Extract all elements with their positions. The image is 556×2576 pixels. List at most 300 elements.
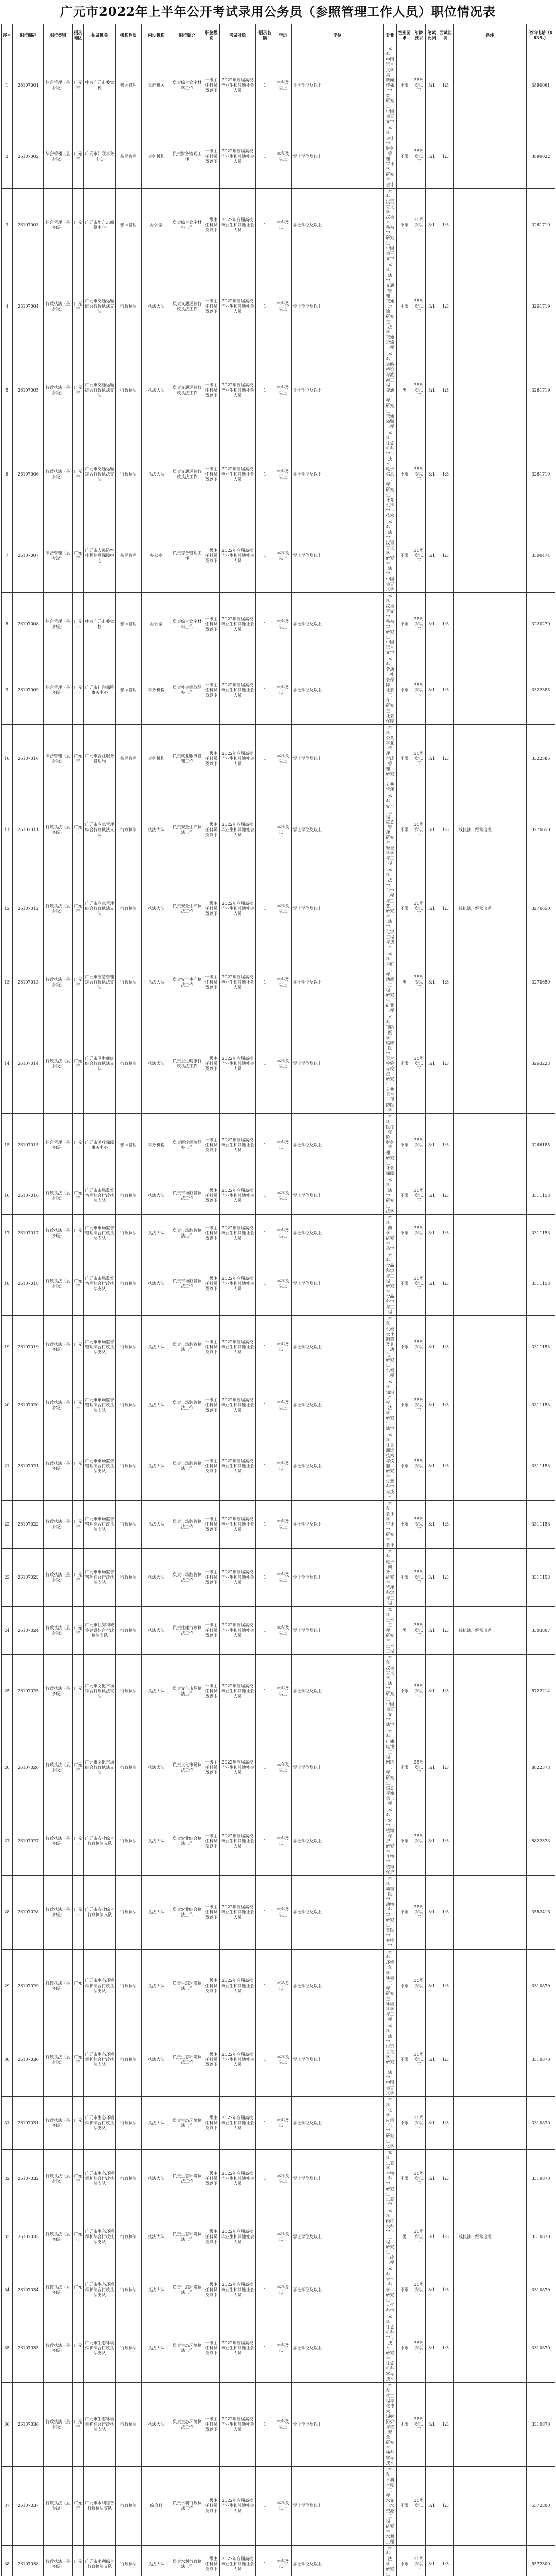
table-cell: 1 [256,262,274,351]
table-cell: 1 [256,2314,274,2383]
table-cell: 3300474 [527,519,555,593]
table-cell: 1 [256,1549,274,1607]
table-cell: 本科及以上 [274,2208,292,2266]
table-cell: 3:1 [426,1316,438,1379]
table-cell: 3311153 [527,1316,555,1379]
table-cell: 负责就业服务管理工作 [171,725,203,793]
table-cell: 行政执法（县乡级） [44,1950,73,2023]
table-cell: 行政执法（县乡级） [44,1876,73,1950]
table-cell: 19 [2,1316,13,1379]
table-cell [454,1114,527,1177]
table-cell: 综合管理（县乡级） [44,189,73,262]
col-header: 学位 [292,24,384,46]
table-row [2,867,555,951]
table-cell: 广元市 [73,519,84,593]
table-cell: 广元市市场监督管理综合行政执法支队 [84,1316,116,1379]
table-cell: 学士学位及以上 [292,1177,384,1215]
table-cell: 广元市 [73,1728,84,1807]
table-cell: 35周岁以下 [412,1501,426,1549]
table-cell: 行政执法（县乡级） [44,1655,73,1728]
table-cell: 1 [256,1807,274,1876]
table-cell: 不限 [397,2314,412,2383]
table-cell: 行政执法 [116,2266,142,2314]
table-cell: 3311153 [527,1252,555,1316]
table-cell: 负责生态环境执法工作 [171,2208,203,2266]
table-cell: 1:3 [438,2314,454,2383]
table-cell: 35周岁以下 [412,189,426,262]
table-cell: 广元市社会保险事务中心 [84,656,116,725]
table-cell: 8822373 [527,1807,555,1876]
table-cell: 本科及以上 [274,793,292,867]
table-cell: 一级主任科员及以下 [203,125,220,189]
table-cell: 35周岁以下 [412,2467,426,2546]
table-cell: 一级主任科员及以下 [203,1728,220,1807]
table-cell: 本科及以上 [274,1728,292,1807]
table-cell: 本科及以上 [274,262,292,351]
table-cell: 2022年应届高校毕业生和其他社会人员 [220,725,256,793]
table-cell: 不限 [397,1655,412,1728]
table-cell: 26107012 [13,867,44,951]
table-cell: 执法大队 [142,262,171,351]
table-cell: 1:3 [438,1950,454,2023]
table-cell: 不限 [397,1316,412,1379]
table-cell: 男 [397,351,412,430]
table-cell: 1 [256,46,274,125]
table-cell: 学士学位及以上 [292,2097,384,2150]
table-cell: 1 [256,725,274,793]
table-cell: 2022年应届高校毕业生和其他社会人员 [220,867,256,951]
table-cell: 广元市 [73,656,84,725]
table-cell: 学士学位及以上 [292,951,384,1014]
table-cell: 本科及以上 [274,867,292,951]
table-cell: 广元市农业综合行政执法支队 [84,1807,116,1876]
table-cell: 不限 [397,2467,412,2546]
table-cell [454,1316,527,1379]
table-cell: 35周岁以下 [412,2208,426,2266]
table-cell: 2022年应届高校毕业生和其他社会人员 [220,1316,256,1379]
table-cell: 负责医疗保障经办工作 [171,1114,203,1177]
table-cell: 行政执法 [116,2383,142,2467]
table-cell: 27 [2,1807,13,1876]
table-cell: 2022年应届高校毕业生和其他社会人员 [220,1252,256,1316]
table-cell: 负责生态环境执法工作 [171,2023,203,2097]
table-cell: 一级主任科员及以下 [203,262,220,351]
table-cell: 广元市妇联事务中心 [84,125,116,189]
table-cell: 行政执法（县乡级） [44,1316,73,1379]
table-cell: 行政执法 [116,2150,142,2208]
table-cell: 综合科 [142,2467,171,2546]
table-cell: 1 [256,1114,274,1177]
table-cell: 负责财务管理工作 [171,125,203,189]
table-cell: 学士学位及以上 [292,1807,384,1876]
table-cell: 26107019 [13,1316,44,1379]
table-cell: 1:3 [438,1177,454,1215]
table-cell: 广元市 [73,2150,84,2208]
table-cell: 本科：汉语言文学；汉语言；秘书学；研究生：中国语言文学 [384,189,397,262]
table-cell: 一级主任科员及以下 [203,1177,220,1215]
table-row [2,1728,555,1807]
table-cell: 广元市交通运输综合行政执法支队 [84,430,116,519]
table-cell: 35周岁以下 [412,2546,426,2576]
table-cell: 26107008 [13,593,44,656]
table-cell: 1 [256,1501,274,1549]
table-cell: 3310870 [527,2383,555,2467]
table-cell: 26107017 [13,1215,44,1252]
table-cell: 3:1 [426,1177,438,1215]
table-cell: 本科：核工程与核技术；辐射防护与核安全；研究生：核科学与技术 [384,2383,397,2467]
table-cell: 行政执法 [116,1252,142,1316]
table-row [2,351,555,430]
table-cell: 中共广元市委党校 [84,46,116,125]
table-cell: 负责住建行政执法工作 [171,1607,203,1655]
table-cell: 1:3 [438,519,454,593]
table-cell: 执法大队 [142,1252,171,1316]
table-cell: 一级主任科员及以下 [203,593,220,656]
positions-table [1,24,555,2576]
table-cell: 35周岁以下 [412,1114,426,1177]
table-cell: 不限 [397,519,412,593]
table-cell: 2022年应届高校毕业生和其他社会人员 [220,2023,256,2097]
table-cell: 26107010 [13,725,44,793]
table-cell: 本科及以上 [274,1316,292,1379]
table-row [2,1432,555,1501]
table-cell: 本科：医疗保险；财务管理；研究生：社会保障 [384,1114,397,1177]
table-cell: 35周岁以下 [412,1177,426,1215]
table-cell: 学士学位及以上 [292,262,384,351]
table-cell: 14 [2,1014,13,1114]
table-cell: 12 [2,867,13,951]
table-cell: 广元市文化市场综合行政执法支队 [84,1655,116,1728]
table-cell: 广元市医疗保障事务中心 [84,1114,116,1177]
table-cell: 不限 [397,1432,412,1501]
table-cell: 中共广元市委党校 [84,593,116,656]
table-row [2,725,555,793]
table-cell: 行政执法（县乡级） [44,2383,73,2467]
table-cell: 行政执法（县乡级） [44,262,73,351]
table-cell: 一级主任科员及以下 [203,430,220,519]
table-cell: 负责市场监管执法工作 [171,1215,203,1252]
table-cell: 负责市场监管执法工作 [171,1316,203,1379]
table-cell: 本科及以上 [274,1014,292,1114]
table-cell: 负责市场监管执法工作 [171,1549,203,1607]
table-cell: 本科及以上 [274,2467,292,2546]
table-cell: 3582416 [527,1876,555,1950]
table-cell: 2022年应届高校毕业生和其他社会人员 [220,2208,256,2266]
table-cell: 本科及以上 [274,593,292,656]
table-cell: 5572300 [527,2546,555,2576]
table-cell: 负责生态环境执法工作 [171,2097,203,2150]
table-cell: 本科及以上 [274,351,292,430]
table-cell: 不限 [397,430,412,519]
table-cell: 负责生态环境执法工作 [171,2150,203,2208]
table-cell: 负责综合文字材料工作 [171,46,203,125]
table-cell: 综合管理（县乡级） [44,46,73,125]
table-cell: 广元市生态环境保护综合行政执法支队 [84,2383,116,2467]
table-cell: 一级主任科员及以下 [203,1114,220,1177]
table-cell: 26107030 [13,2023,44,2097]
table-cell: 本科及以上 [274,1215,292,1252]
table-cell: 广元市市场监督管理综合行政执法支队 [84,1177,116,1215]
table-cell: 2022年应届高校毕业生和其他社会人员 [220,2546,256,2576]
table-cell: 本科：电子商务；研究生：管理科学与工程 [384,1549,397,1607]
table-row [2,593,555,656]
table-cell: 参照管理 [116,46,142,125]
table-cell: 综合管理（县乡级） [44,519,73,593]
table-cell: 负责安全生产执法工作 [171,793,203,867]
table-cell: 1 [256,1177,274,1215]
table-cell: 35周岁以下 [412,351,426,430]
table-cell [454,2150,527,2208]
table-cell: 一级主任科员及以下 [203,2467,220,2546]
table-cell: 22 [2,1501,13,1549]
table-cell: 2022年应届高校毕业生和其他社会人员 [220,1177,256,1215]
table-cell: 35周岁以下 [412,125,426,189]
table-cell: 广元市 [73,351,84,430]
table-cell: 学士学位及以上 [292,189,384,262]
table-cell: 2022年应届高校毕业生和其他社会人员 [220,2097,256,2150]
table-cell: 行政执法 [116,1807,142,1876]
table-cell: 行政执法（县乡级） [44,2266,73,2314]
table-cell [454,2097,527,2150]
table-cell: 1:3 [438,430,454,519]
table-cell: 35周岁以下 [412,1316,426,1379]
table-cell: 26107024 [13,1607,44,1655]
table-cell: 一级主任科员及以下 [203,2150,220,2208]
table-cell: 本科：汉语言文学；秘书学；研究生：中国语言文学 [384,593,397,656]
table-cell: 负责市场监管执法工作 [171,1177,203,1215]
table-cell: 1 [256,2150,274,2208]
table-cell: 学士学位及以上 [292,593,384,656]
table-cell: 1:3 [438,793,454,867]
table-cell: 26107035 [13,2314,44,2383]
table-cell [454,2383,527,2467]
table-cell [454,1379,527,1432]
table-cell: 26107001 [13,46,44,125]
table-cell: 4 [2,262,13,351]
col-header: 招录名额 [256,24,274,46]
table-header-row [2,24,555,46]
table-cell: 广元市 [73,1177,84,1215]
table-cell: 本科：计算机科学与技术；电子信息工程；研究生：计算机科学与技术 [384,430,397,519]
table-cell: 一线执法，经常出差 [454,1607,527,1655]
col-header: 年龄要求 [412,24,426,46]
table-cell: 5 [2,351,13,430]
table-cell: 本科及以上 [274,951,292,1014]
table-cell: 3:1 [426,1215,438,1252]
table-cell: 广元市 [73,1950,84,2023]
table-cell: 35周岁以下 [412,1379,426,1432]
table-cell: 广元市应急管理综合行政执法支队 [84,793,116,867]
table-cell: 1 [256,1876,274,1950]
table-row [2,1807,555,1876]
table-cell: 广元市 [73,1014,84,1114]
table-cell: 行政执法 [116,2208,142,2266]
table-cell: 本科：化学；应用化学；研究生：化学 [384,2097,397,2150]
table-cell: 综合管理（县乡级） [44,1114,73,1177]
table-cell: 行政执法（县乡级） [44,951,73,1014]
table-cell: 本科：会计学；审计学；研究生：会计 [384,1501,397,1549]
table-cell: 学士学位及以上 [292,725,384,793]
table-cell [454,2546,527,2576]
table-cell: 行政执法 [116,1379,142,1432]
table-cell: 广元市市场监督管理综合行政执法支队 [84,1215,116,1252]
table-cell: 学士学位及以上 [292,1607,384,1655]
table-cell: 男 [397,2208,412,2266]
table-cell: 学士学位及以上 [292,2314,384,2383]
table-cell: 执法大队 [142,1379,171,1432]
table-cell: 3:1 [426,2150,438,2208]
table-cell: 学士学位及以上 [292,1316,384,1379]
table-row [2,519,555,593]
table-cell: 2022年应届高校毕业生和其他社会人员 [220,1114,256,1177]
table-cell: 不限 [397,1379,412,1432]
table-cell: 不限 [397,1501,412,1549]
table-cell: 29 [2,1950,13,2023]
table-cell: 广元市 [73,430,84,519]
table-cell: 1:3 [438,1252,454,1316]
table-cell: 一级主任科员及以下 [203,867,220,951]
table-cell: 行政执法 [116,867,142,951]
table-row [2,1876,555,1950]
table-cell: 一线执法，经常出差 [454,867,527,951]
table-cell: 2022年应届高校毕业生和其他社会人员 [220,46,256,125]
table-cell [454,1950,527,2023]
table-cell: 本科及以上 [274,189,292,262]
table-cell: 本科：计量测试技术与仪器；研究生：仪器科学与技术 [384,1432,397,1501]
table-cell: 1:3 [438,2208,454,2266]
table-row [2,1316,555,1379]
col-header: 招录机关 [84,24,116,46]
table-cell: 学士学位及以上 [292,2266,384,2314]
table-row [2,2266,555,2314]
table-cell: 执法大队 [142,1432,171,1501]
table-cell: 执法大队 [142,1950,171,2023]
page-title: 广元市2022年上半年公开考试录用公务员（参照管理工作人员）职位情况表 [0,0,556,24]
table-cell: 行政执法 [116,1728,142,1807]
table-cell: 执法大队 [142,2150,171,2208]
table-cell: 3:1 [426,793,438,867]
col-header: 职位编码 [13,24,44,46]
table-cell: 参照管理 [116,519,142,593]
table-cell: 1 [256,1215,274,1252]
table-cell: 广元市市场监督管理综合行政执法支队 [84,1379,116,1432]
table-cell [454,1655,527,1728]
table-cell: 本科：计算机科学与技术；研究生：计算机科学与技术 [384,2314,397,2383]
table-cell: 1 [256,1379,274,1432]
table-cell: 广元市 [73,2546,84,2576]
table-cell [454,1501,527,1549]
table-cell: 广元市 [73,2383,84,2467]
table-cell: 3:1 [426,430,438,519]
table-row [2,2383,555,2467]
table-cell: 广元市 [73,262,84,351]
table-cell: 26107013 [13,951,44,1014]
table-cell: 本科及以上 [274,430,292,519]
table-cell: 26107027 [13,1807,44,1876]
table-cell: 2022年应届高校毕业生和其他社会人员 [220,1432,256,1501]
table-cell: 17 [2,1215,13,1252]
table-cell: 行政执法 [116,2467,142,2546]
table-cell: 广元市 [73,793,84,867]
table-cell: 执法大队 [142,2208,171,2266]
table-cell: 15 [2,1114,13,1177]
table-cell: 广元市 [73,1379,84,1432]
table-cell: 3311153 [527,1501,555,1549]
table-cell: 3:1 [426,593,438,656]
table-cell: 行政执法 [116,2314,142,2383]
table-cell: 学士学位及以上 [292,519,384,593]
table-cell: 2022年应届高校毕业生和其他社会人员 [220,1379,256,1432]
table-cell: 行政执法 [116,1177,142,1215]
table-cell: 本科及以上 [274,1252,292,1316]
table-cell: 负责文化市场执法工作 [171,1728,203,1807]
table-cell: 2022年应届高校毕业生和其他社会人员 [220,125,256,189]
table-cell: 10 [2,725,13,793]
table-cell: 35周岁以下 [412,1655,426,1728]
table-cell: 本科：中国语言文学类；新闻传播学类；研究生：中国语言文学 [384,46,397,125]
table-cell: 2022年应届高校毕业生和其他社会人员 [220,1807,256,1876]
table-cell: 广元市 [73,867,84,951]
table-cell: 广元市应急管理综合行政执法支队 [84,951,116,1014]
table-cell: 3310870 [527,2208,555,2266]
table-cell: 行政执法（县乡级） [44,2150,73,2208]
table-cell: 3:1 [426,1728,438,1807]
table-cell: 2022年应届高校毕业生和其他社会人员 [220,1549,256,1607]
table-cell: 行政执法 [116,1215,142,1252]
table-cell [454,1014,527,1114]
table-cell: 16 [2,1177,13,1215]
table-cell: 1:3 [438,262,454,351]
table-cell: 负责综合文字材料工作 [171,593,203,656]
table-cell: 行政执法（县乡级） [44,1252,73,1316]
table-cell: 3270650 [527,867,555,951]
table-cell: 广元市市场监督管理综合行政执法支队 [84,1501,116,1549]
table-cell: 35周岁以下 [412,1607,426,1655]
table-row [2,2467,555,2546]
table-cell: 2022年应届高校毕业生和其他社会人员 [220,1655,256,1728]
table-cell: 1:3 [438,725,454,793]
table-row [2,1549,555,1607]
table-cell: 学士学位及以上 [292,2150,384,2208]
table-cell: 本科及以上 [274,1950,292,2023]
table-cell: 1 [256,2097,274,2150]
table-cell: 负责市场监管执法工作 [171,1379,203,1432]
table-cell: 26107028 [13,1876,44,1950]
table-cell: 学士学位及以上 [292,351,384,430]
table-cell: 26107016 [13,1177,44,1215]
table-cell: 本科及以上 [274,519,292,593]
table-cell: 广元市 [73,2314,84,2383]
table-cell: 行政执法（县乡级） [44,351,73,430]
table-cell: 一级主任科员及以下 [203,725,220,793]
table-cell: 本科：法学；化学工程与工艺；研究生：法学；化学工程与技术 [384,867,397,951]
table-cell [454,1252,527,1316]
table-cell: 事务机构 [142,725,171,793]
table-cell: 不限 [397,262,412,351]
table-cell: 执法大队 [142,1177,171,1215]
col-header: 招录地区 [73,24,84,46]
table-cell: 2022年应届高校毕业生和其他社会人员 [220,1607,256,1655]
table-cell: 广元市 [73,1215,84,1252]
table-cell: 3:1 [426,1549,438,1607]
table-cell: 3:1 [426,1950,438,2023]
table-cell: 本科及以上 [274,2546,292,2576]
table-cell: 广元市 [73,951,84,1014]
table-cell: 广元市 [73,1114,84,1177]
table-cell: 广元市水利综合行政执法支队 [84,2546,116,2576]
table-cell: 3311153 [527,1177,555,1215]
table-cell: 33 [2,2208,13,2266]
